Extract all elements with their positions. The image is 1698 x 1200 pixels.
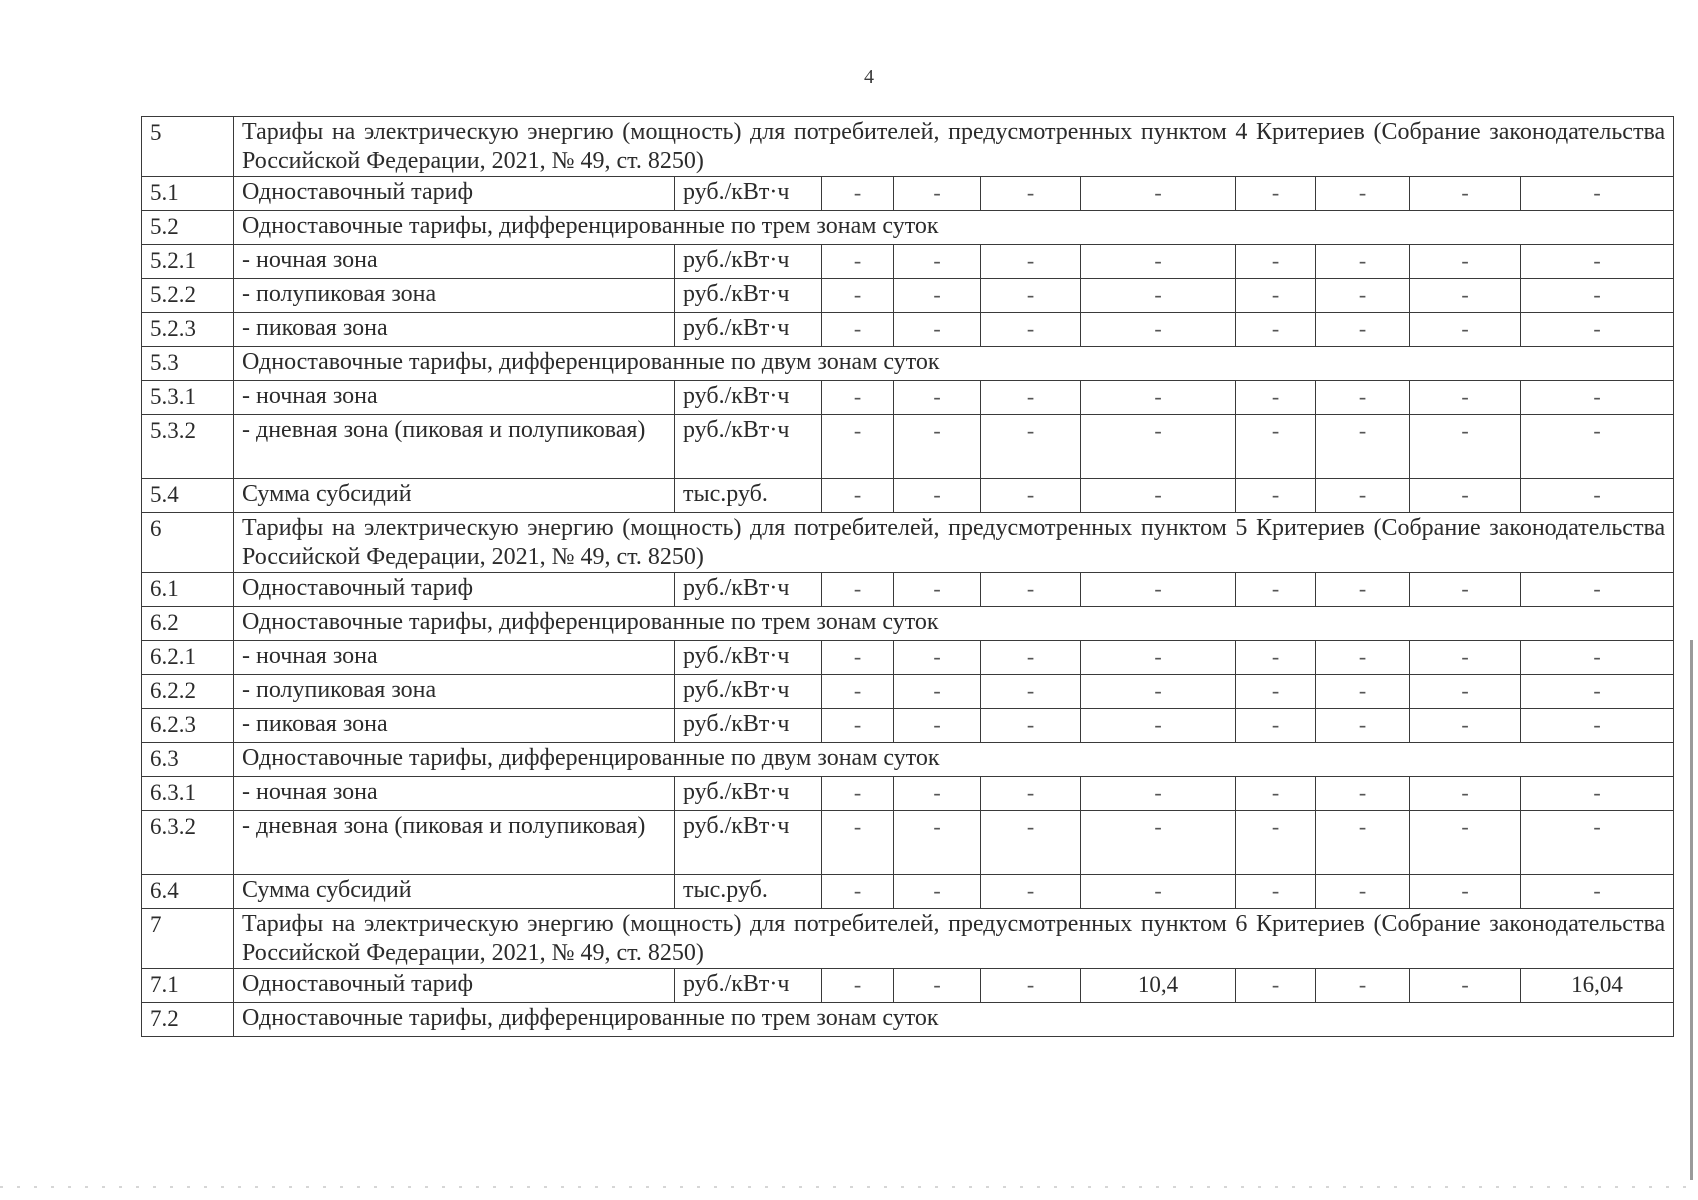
unit-cell: руб./кВт·ч	[675, 969, 822, 1003]
row-number: 5.3.1	[142, 381, 234, 415]
value-cell: -	[894, 875, 981, 909]
section-title: Тарифы на электрическую энергию (мощность) для потребителей, предусмотренных пунктом 4 Критериев (Собрание законодательства Российской Федерации, 2021, № 49, ст. 8250)	[234, 117, 1674, 177]
value-cell: -	[1316, 875, 1410, 909]
page-number: 4	[864, 66, 874, 88]
unit-cell: руб./кВт·ч	[675, 709, 822, 743]
value-cell: -	[981, 641, 1081, 675]
value-cell: -	[1081, 313, 1236, 347]
value-cell: -	[1521, 479, 1674, 513]
value-cell: -	[1410, 811, 1521, 875]
value-cell: -	[1236, 969, 1316, 1003]
value-cell: -	[1236, 479, 1316, 513]
value-cell: -	[1081, 709, 1236, 743]
subheader-row	[142, 607, 1674, 641]
value-cell: -	[1521, 675, 1674, 709]
value-cell: -	[822, 479, 894, 513]
value-cell: -	[822, 875, 894, 909]
row-number: 5.4	[142, 479, 234, 513]
unit-cell: руб./кВт·ч	[675, 415, 822, 479]
value-cell: -	[894, 177, 981, 211]
value-cell: -	[894, 479, 981, 513]
value-cell: -	[1081, 279, 1236, 313]
value-cell: -	[822, 709, 894, 743]
table-row	[142, 313, 1674, 347]
subheader-row	[142, 347, 1674, 381]
unit-cell: руб./кВт·ч	[675, 245, 822, 279]
value-cell: -	[894, 415, 981, 479]
row-label: Одноставочный тариф	[234, 969, 675, 1003]
row-number: 6	[142, 513, 234, 573]
row-label: - пиковая зона	[234, 313, 675, 347]
subheader-label: Одноставочные тарифы, дифференцированные по трем зонам суток	[234, 1003, 1674, 1037]
value-cell: -	[981, 675, 1081, 709]
unit-cell: руб./кВт·ч	[675, 573, 822, 607]
value-cell: -	[1316, 313, 1410, 347]
subheader-row	[142, 1003, 1674, 1037]
table-row	[142, 811, 1674, 875]
row-number: 6.2	[142, 607, 234, 641]
value-cell: -	[981, 245, 1081, 279]
value-cell: -	[981, 777, 1081, 811]
row-label: - дневная зона (пиковая и полупиковая)	[234, 415, 675, 479]
value-cell: -	[1410, 279, 1521, 313]
value-cell: -	[981, 969, 1081, 1003]
row-number: 5.3	[142, 347, 234, 381]
row-number: 5.2	[142, 211, 234, 245]
unit-cell: руб./кВт·ч	[675, 777, 822, 811]
subheader-row	[142, 743, 1674, 777]
tariff-table	[141, 116, 1674, 1037]
value-cell: -	[1521, 381, 1674, 415]
row-number: 7.1	[142, 969, 234, 1003]
value-cell: -	[822, 675, 894, 709]
value-cell: -	[1316, 415, 1410, 479]
section-row	[142, 513, 1674, 573]
row-number: 6.1	[142, 573, 234, 607]
value-cell: -	[981, 279, 1081, 313]
unit-cell: руб./кВт·ч	[675, 279, 822, 313]
row-number: 5.1	[142, 177, 234, 211]
value-cell: -	[1521, 279, 1674, 313]
value-cell: -	[1081, 675, 1236, 709]
value-cell: -	[1316, 675, 1410, 709]
value-cell: -	[894, 777, 981, 811]
row-number: 6.3	[142, 743, 234, 777]
value-cell: -	[1081, 875, 1236, 909]
row-number: 6.2.1	[142, 641, 234, 675]
value-cell: -	[1410, 381, 1521, 415]
value-cell: -	[1236, 245, 1316, 279]
value-cell: 10,4	[1081, 969, 1236, 1003]
section-title: Тарифы на электрическую энергию (мощность) для потребителей, предусмотренных пунктом 5 Критериев (Собрание законодательства Российской Федерации, 2021, № 49, ст. 8250)	[234, 513, 1674, 573]
value-cell: -	[894, 279, 981, 313]
table-row	[142, 177, 1674, 211]
value-cell: -	[1521, 415, 1674, 479]
subheader-row	[142, 211, 1674, 245]
row-label: - ночная зона	[234, 381, 675, 415]
value-cell: -	[1236, 675, 1316, 709]
value-cell: -	[1081, 641, 1236, 675]
value-cell: -	[1081, 777, 1236, 811]
value-cell: -	[822, 313, 894, 347]
scan-right-edge	[1690, 640, 1693, 1180]
row-label: - ночная зона	[234, 777, 675, 811]
value-cell: -	[1081, 381, 1236, 415]
value-cell: -	[981, 381, 1081, 415]
value-cell: -	[981, 709, 1081, 743]
row-number: 7.2	[142, 1003, 234, 1037]
value-cell: -	[822, 641, 894, 675]
value-cell: -	[894, 313, 981, 347]
value-cell: -	[1316, 279, 1410, 313]
table-row	[142, 573, 1674, 607]
value-cell: -	[1081, 415, 1236, 479]
value-cell: -	[1236, 709, 1316, 743]
unit-cell: руб./кВт·ч	[675, 641, 822, 675]
row-number: 7	[142, 909, 234, 969]
row-label: - полупиковая зона	[234, 675, 675, 709]
subheader-label: Одноставочные тарифы, дифференцированные по трем зонам суток	[234, 607, 1674, 641]
value-cell: -	[1410, 573, 1521, 607]
subheader-label: Одноставочные тарифы, дифференцированные по трем зонам суток	[234, 211, 1674, 245]
row-label: - дневная зона (пиковая и полупиковая)	[234, 811, 675, 875]
value-cell: -	[1236, 279, 1316, 313]
value-cell: -	[894, 573, 981, 607]
value-cell: -	[1410, 245, 1521, 279]
value-cell: -	[1410, 479, 1521, 513]
value-cell: -	[1410, 313, 1521, 347]
row-number: 5.2.2	[142, 279, 234, 313]
value-cell: -	[1316, 573, 1410, 607]
row-number: 6.2.2	[142, 675, 234, 709]
unit-cell: тыс.руб.	[675, 875, 822, 909]
value-cell: -	[894, 709, 981, 743]
table-row	[142, 969, 1674, 1003]
value-cell: -	[1521, 875, 1674, 909]
value-cell: -	[1316, 177, 1410, 211]
value-cell: -	[894, 381, 981, 415]
value-cell: -	[1081, 245, 1236, 279]
value-cell: -	[1410, 641, 1521, 675]
value-cell: -	[1236, 313, 1316, 347]
table-row	[142, 675, 1674, 709]
row-label: Одноставочный тариф	[234, 573, 675, 607]
unit-cell: руб./кВт·ч	[675, 381, 822, 415]
value-cell: -	[981, 811, 1081, 875]
value-cell: -	[894, 641, 981, 675]
row-label: - ночная зона	[234, 245, 675, 279]
row-number: 5.2.3	[142, 313, 234, 347]
value-cell: -	[894, 811, 981, 875]
value-cell: -	[981, 313, 1081, 347]
value-cell: -	[1316, 709, 1410, 743]
value-cell: -	[1081, 573, 1236, 607]
table-row	[142, 479, 1674, 513]
value-cell: -	[1521, 245, 1674, 279]
value-cell: -	[1521, 573, 1674, 607]
value-cell: -	[822, 381, 894, 415]
value-cell: -	[1236, 177, 1316, 211]
row-number: 6.4	[142, 875, 234, 909]
row-label: Сумма субсидий	[234, 875, 675, 909]
value-cell: -	[1410, 709, 1521, 743]
value-cell: -	[1236, 777, 1316, 811]
row-label: - пиковая зона	[234, 709, 675, 743]
value-cell: -	[1081, 177, 1236, 211]
row-number: 6.3.2	[142, 811, 234, 875]
value-cell: -	[981, 479, 1081, 513]
unit-cell: руб./кВт·ч	[675, 675, 822, 709]
table-row	[142, 777, 1674, 811]
value-cell: -	[1521, 177, 1674, 211]
value-cell: -	[1236, 875, 1316, 909]
value-cell: -	[1410, 969, 1521, 1003]
table-row	[142, 875, 1674, 909]
value-cell: -	[1081, 479, 1236, 513]
value-cell: -	[822, 969, 894, 1003]
value-cell: -	[822, 811, 894, 875]
row-label: - ночная зона	[234, 641, 675, 675]
value-cell: -	[981, 875, 1081, 909]
table-row	[142, 279, 1674, 313]
value-cell: -	[1316, 777, 1410, 811]
tariff-table-body	[142, 117, 1674, 1037]
row-label: Сумма субсидий	[234, 479, 675, 513]
value-cell: -	[822, 415, 894, 479]
value-cell: -	[1236, 573, 1316, 607]
section-title: Тарифы на электрическую энергию (мощность) для потребителей, предусмотренных пунктом 6 Критериев (Собрание законодательства Российской Федерации, 2021, № 49, ст. 8250)	[234, 909, 1674, 969]
table-row	[142, 381, 1674, 415]
value-cell: -	[822, 177, 894, 211]
section-row	[142, 909, 1674, 969]
value-cell: -	[981, 177, 1081, 211]
unit-cell: руб./кВт·ч	[675, 811, 822, 875]
value-cell: -	[1316, 245, 1410, 279]
value-cell: -	[894, 675, 981, 709]
value-cell: -	[1236, 381, 1316, 415]
row-number: 6.3.1	[142, 777, 234, 811]
value-cell: -	[822, 245, 894, 279]
row-label: - полупиковая зона	[234, 279, 675, 313]
value-cell: -	[1316, 811, 1410, 875]
table-row	[142, 415, 1674, 479]
subheader-label: Одноставочные тарифы, дифференцированные по двум зонам суток	[234, 347, 1674, 381]
value-cell: -	[822, 573, 894, 607]
value-cell: -	[981, 573, 1081, 607]
value-cell: -	[1521, 811, 1674, 875]
value-cell: 16,04	[1521, 969, 1674, 1003]
value-cell: -	[822, 279, 894, 313]
value-cell: -	[1521, 313, 1674, 347]
row-label: Одноставочный тариф	[234, 177, 675, 211]
row-number: 6.2.3	[142, 709, 234, 743]
value-cell: -	[1410, 675, 1521, 709]
row-number: 5	[142, 117, 234, 177]
section-row	[142, 117, 1674, 177]
value-cell: -	[981, 415, 1081, 479]
value-cell: -	[1521, 709, 1674, 743]
subheader-label: Одноставочные тарифы, дифференцированные по двум зонам суток	[234, 743, 1674, 777]
value-cell: -	[1236, 641, 1316, 675]
value-cell: -	[1081, 811, 1236, 875]
value-cell: -	[1410, 875, 1521, 909]
row-number: 5.3.2	[142, 415, 234, 479]
value-cell: -	[1316, 969, 1410, 1003]
value-cell: -	[1410, 777, 1521, 811]
table-row	[142, 641, 1674, 675]
row-number: 5.2.1	[142, 245, 234, 279]
unit-cell: тыс.руб.	[675, 479, 822, 513]
value-cell: -	[1410, 415, 1521, 479]
table-row	[142, 709, 1674, 743]
value-cell: -	[1316, 479, 1410, 513]
value-cell: -	[894, 969, 981, 1003]
scan-bottom-edge	[0, 1186, 1698, 1188]
value-cell: -	[1521, 641, 1674, 675]
unit-cell: руб./кВт·ч	[675, 313, 822, 347]
unit-cell: руб./кВт·ч	[675, 177, 822, 211]
value-cell: -	[822, 777, 894, 811]
value-cell: -	[1316, 641, 1410, 675]
value-cell: -	[1236, 811, 1316, 875]
value-cell: -	[894, 245, 981, 279]
value-cell: -	[1410, 177, 1521, 211]
table-row	[142, 245, 1674, 279]
value-cell: -	[1316, 381, 1410, 415]
value-cell: -	[1521, 777, 1674, 811]
value-cell: -	[1236, 415, 1316, 479]
